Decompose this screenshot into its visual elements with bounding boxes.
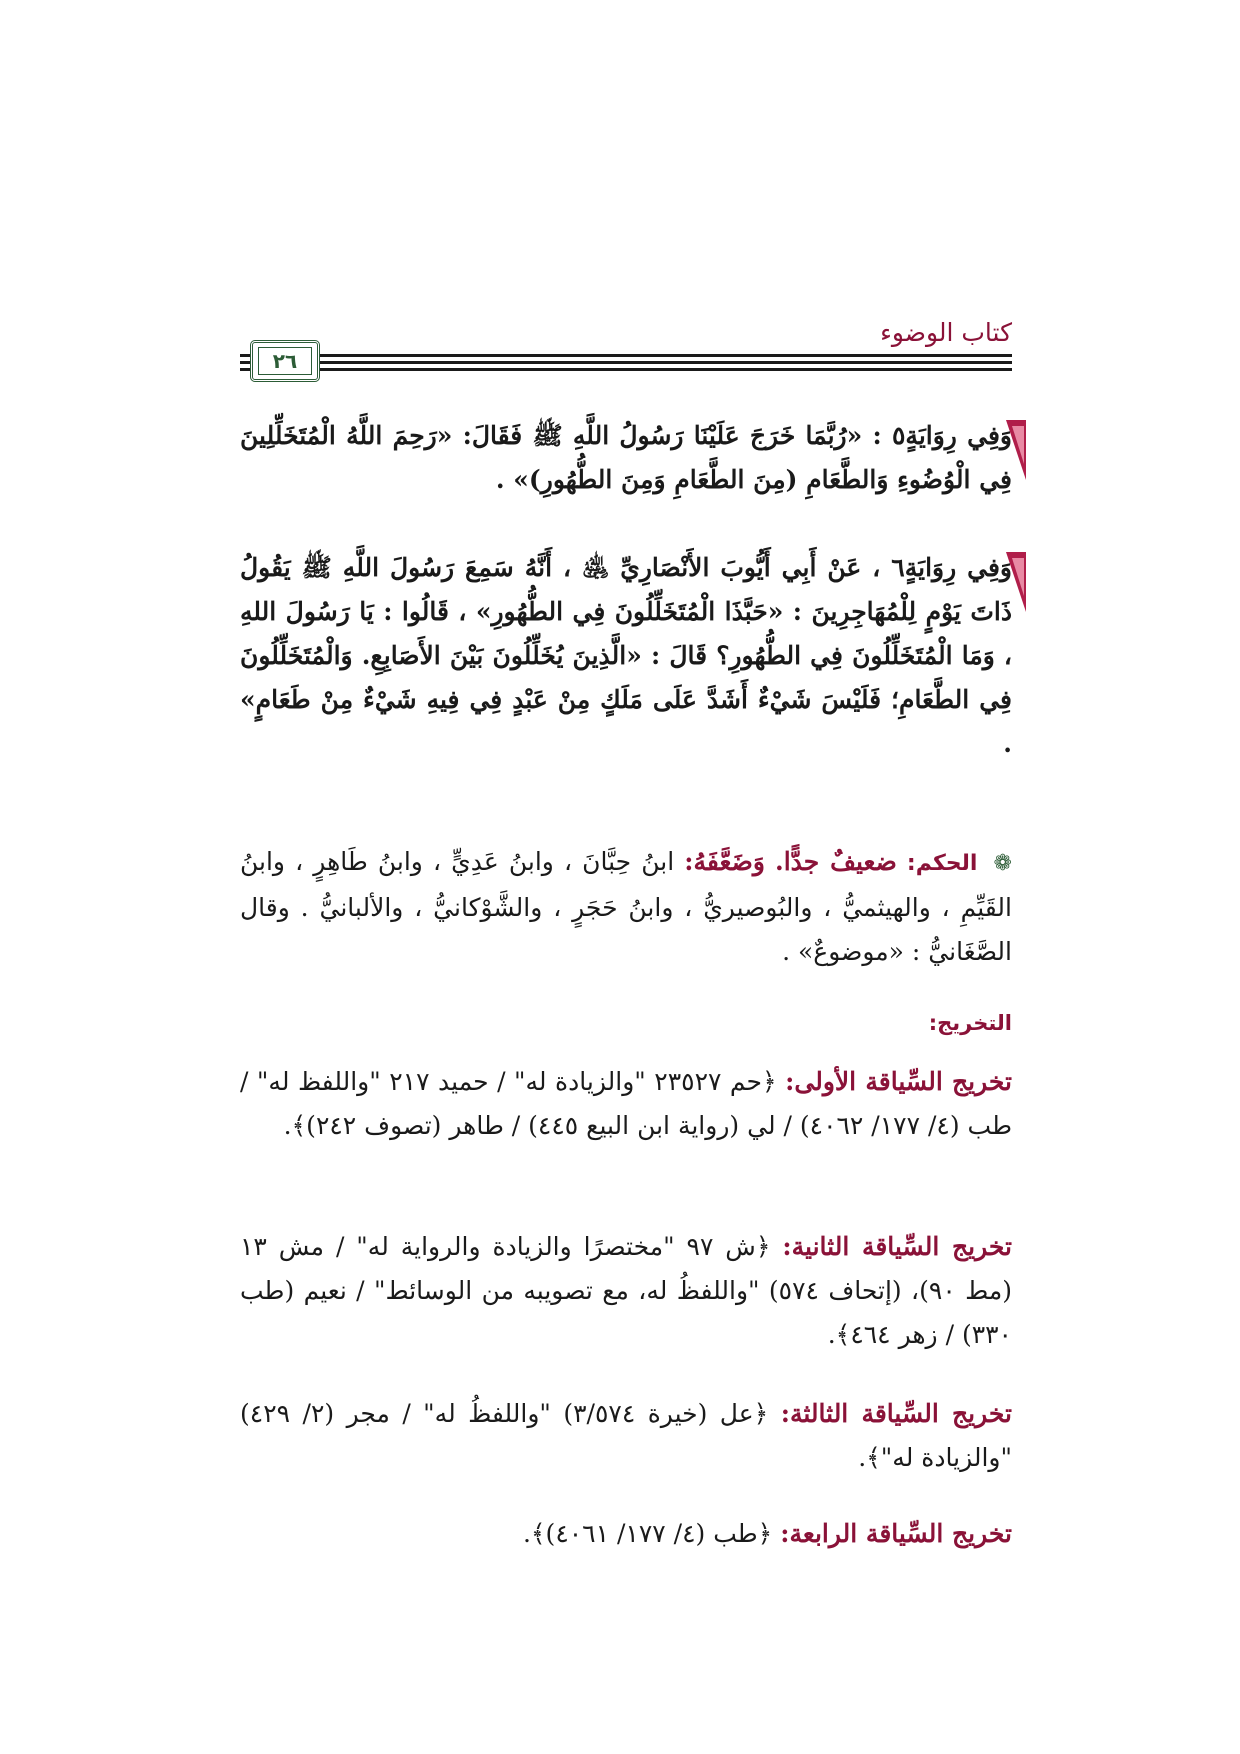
takhrij-text: ﴿حم ٢٣٥٢٧ "والزيادة له" / حميد ٢١٧ "واللفظ له" / طب (٤/ ١٧٧/ ٤٠٦٢) / لي (رواية ابن البيع ٤٤٥) / طاهر (تصوف ٢٤٢)﴾.: [240, 1067, 1012, 1140]
takhrij-entry: [240, 1392, 1012, 1480]
takhrij-heading: التخريج:: [928, 1011, 1012, 1035]
weakened-by-label: وَضَعَّفَهُ:: [684, 847, 765, 876]
narration-text: وَفِي رِوَايَةٍ٥ : «رُبَّمَا خَرَجَ عَلَيْنَا رَسُولُ اللَّهِ ﷺ فَقَالَ: «رَحِمَ اللَّهُ الْمُتَخَلِّلِينَ فِي الْوُضُوءِ وَالطَّعَامِ (مِنَ الطَّعَامِ وَمِنَ الطُّهُورِ)» .: [240, 421, 1012, 494]
narration-text: وَفِي رِوَايَةٍ٦ ، عَنْ أَبِي أَيُّوبَ الأَنْصَارِيِّ ﵁ ، أَنَّهُ سَمِعَ رَسُولَ اللَّهِ ﷺ يَقُولُ ذَاتَ يَوْمٍ لِلْمُهَاجِرِينَ : «حَبَّذَا الْمُتَخَلِّلُونَ فِي الطُّهُورِ» ، قَالُوا : يَا رَسُولَ اللهِ ، وَمَا الْمُتَخَلِّلُونَ فِي الطُّهُورِ؟ قَالَ : «الَّذِينَ يُخَلِّلُونَ بَيْنَ الأَصَابِعِ. وَالْمُتَخَلِّلُونَ فِي الطَّعَامِ؛ فَلَيْسَ شَيْءٌ أَشَدَّ عَلَى مَلَكٍ مِنْ عَبْدٍ فِي فِيهِ شَيْءٌ مِنْ طَعَامٍ» .: [240, 553, 1012, 758]
takhrij-entry: [240, 1060, 1012, 1148]
header-rule: [240, 354, 1012, 357]
header-rule: [240, 361, 1012, 364]
ruling-paragraph: [240, 840, 1012, 974]
narration-paragraph: [240, 414, 1012, 502]
page-number: ٢٦: [258, 347, 312, 375]
takhrij-entry: [240, 1225, 1012, 1357]
page-number-badge: [250, 340, 320, 382]
header-rule: [240, 368, 1012, 371]
takhrij-text: ﴿ش ٩٧ "مختصرًا والزيادة والرواية له" / مش ١٣ (مط ٩٠)، (إتحاف ٥٧٤) "واللفظُ له، مع تصويبه من الوسائط" / نعيم (طب ٣٣٠) / زهر ٤٦٤﴾.: [240, 1232, 1013, 1349]
takhrij-entry: [312, 1512, 1012, 1556]
narration-paragraph: [240, 546, 1012, 766]
takhrij-label: تخريج السِّياقة الأولى:: [785, 1067, 1013, 1096]
takhrij-heading-block: [240, 1000, 1012, 1045]
ruling-verdict: ضعيفٌ جدًّا.: [775, 847, 897, 876]
page-header: [240, 318, 1012, 388]
takhrij-label: تخريج السِّياقة الثانية:: [782, 1232, 1012, 1261]
takhrij-label: تخريج السِّياقة الرابعة:: [780, 1519, 1012, 1548]
book-title: كتاب الوضوء: [880, 318, 1012, 347]
ruling-text: ابنُ حِبَّانَ ، وابنُ عَدِيٍّ ، وابنُ طَاهِرٍ ، وابنُ القَيِّمِ ، والهيثميُّ ، والبُوصيريُّ ، وابنُ حَجَرٍ ، والشَّوْكانيُّ ، والألبانيُّ . وقال الصَّغَانيُّ : «موضوعٌ» .: [240, 847, 1012, 966]
flower-ornament-icon: ❁: [993, 851, 1012, 876]
takhrij-text: ﴿عل (خيرة ٣/٥٧٤) "واللفظُ له" / مجر (٢/ ٤٢٩) "والزيادة له"﴾.: [240, 1399, 1012, 1472]
takhrij-label: تخريج السِّياقة الثالثة:: [780, 1399, 1013, 1428]
ruling-label: الحكم:: [906, 851, 978, 876]
takhrij-text: ﴿طب (٤/ ١٧٧/ ٤٠٦١)﴾.: [522, 1519, 773, 1548]
